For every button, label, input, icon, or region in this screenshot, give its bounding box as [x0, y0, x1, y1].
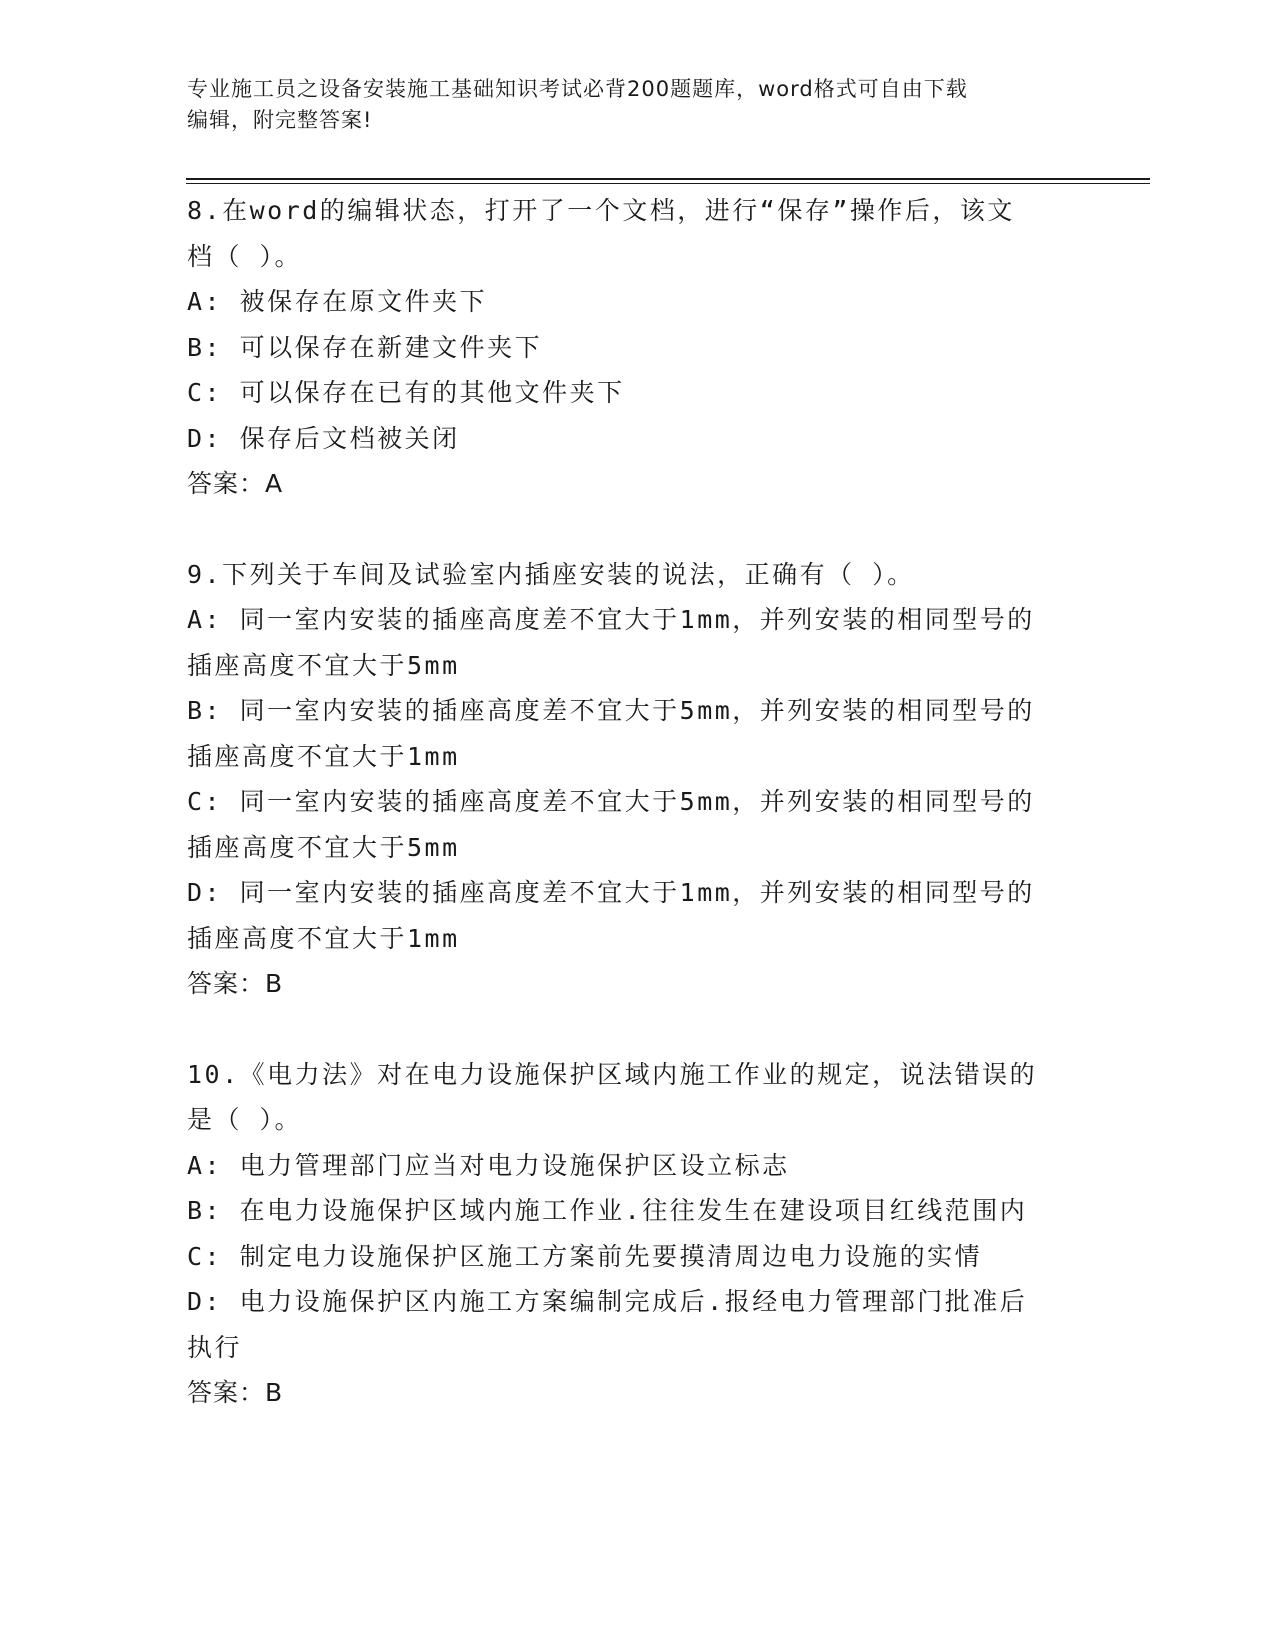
question-stem: 10.《电力法》对在电力设施保护区域内施工作业的规定，说法错误的 — [187, 1059, 1038, 1089]
option-c: C: 可以保存在已有的其他文件夹下 — [187, 378, 625, 407]
option-c-continued: 插座高度不宜大于5mm — [187, 832, 460, 862]
question-9 — [187, 552, 1067, 1007]
question-list — [187, 188, 1067, 1416]
option-b-continued: 插座高度不宜大于1mm — [187, 741, 460, 771]
question-10 — [187, 1052, 1067, 1416]
question-8 — [187, 188, 1067, 507]
option-d-continued: 执行 — [187, 1332, 243, 1362]
option-b: B: 同一室内安装的插座高度差不宜大于5mm，并列安装的相同型号的 — [187, 696, 1035, 725]
question-stem: 9.下列关于车间及试验室内插座安装的说法，正确有（ ）。 — [187, 559, 915, 589]
header-divider-thin — [186, 183, 1150, 184]
header-line-2: 编辑，附完整答案! — [187, 108, 373, 132]
question-spacer — [187, 1007, 1067, 1052]
option-c: C: 制定电力设施保护区施工方案前先要摸清周边电力设施的实情 — [187, 1241, 983, 1271]
document-header — [187, 74, 1067, 136]
question-stem: 是（ ）。 — [187, 1105, 303, 1134]
option-d-continued: 插座高度不宜大于1mm — [187, 923, 460, 953]
option-c: C: 同一室内安装的插座高度差不宜大于5mm，并列安装的相同型号的 — [187, 787, 1035, 816]
option-b: B: 在电力设施保护区域内施工作业.往往发生在建设项目红线范围内 — [187, 1196, 1028, 1225]
option-d: D: 保存后文档被关闭 — [187, 423, 460, 453]
option-d: D: 同一室内安装的插座高度差不宜大于1mm，并列安装的相同型号的 — [187, 878, 1035, 907]
question-stem: 8.在word的编辑状态，打开了一个文档，进行“保存”操作后，该文 — [187, 196, 1015, 225]
header-line-1: 专业施工员之设备安装施工基础知识考试必背200题题库，word格式可自由下载 — [187, 77, 968, 101]
answer-label: 答案：B — [187, 1378, 284, 1407]
option-a-continued: 插座高度不宜大于5mm — [187, 650, 460, 680]
option-d: D: 电力设施保护区内施工方案编制完成后.报经电力管理部门批准后 — [187, 1287, 1028, 1316]
question-stem: 档（ ）。 — [187, 241, 303, 271]
answer-label: 答案：B — [187, 969, 284, 998]
header-divider-thick — [186, 178, 1150, 180]
option-a: A: 电力管理部门应当对电力设施保护区设立标志 — [187, 1150, 790, 1180]
option-b: B: 可以保存在新建文件夹下 — [187, 332, 543, 362]
question-spacer — [187, 507, 1067, 552]
option-a: A: 同一室内安装的插座高度差不宜大于1mm，并列安装的相同型号的 — [187, 605, 1035, 634]
option-a: A: 被保存在原文件夹下 — [187, 287, 488, 316]
answer-label: 答案：A — [187, 469, 284, 498]
